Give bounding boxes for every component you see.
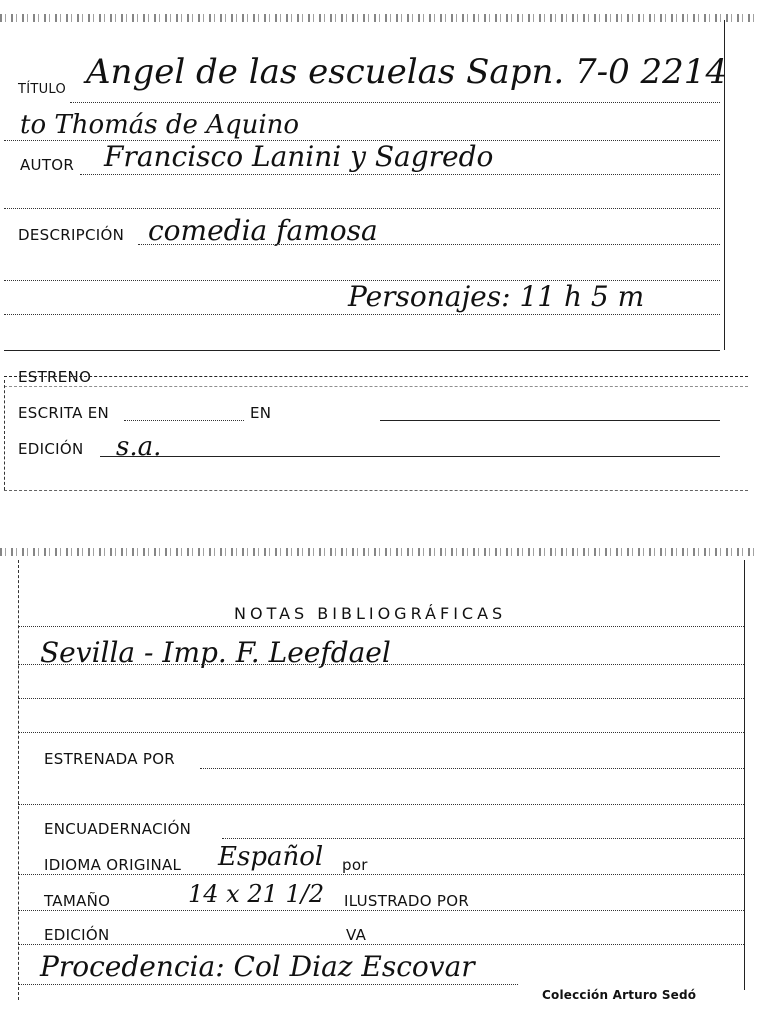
va-label: VA [346,926,367,944]
titulo-value-2: to Thomás de Aquino [20,110,300,140]
ilustrado-label: ILUSTRADO POR [344,892,470,910]
autor-value: Francisco Lanini y Sagredo [104,140,494,173]
edicion2-line [18,944,744,945]
edicion-value: s.a. [116,432,162,462]
por-label: por [342,856,368,874]
idioma-value: Español [218,842,324,872]
autor-label: AUTOR [20,156,75,174]
notas-title: NOTAS BIBLIOGRÁFICAS [234,604,507,623]
card-left-edge [4,380,5,490]
notas-line-1 [18,626,744,627]
autor-line [80,174,720,175]
procedencia-value: Procedencia: Col Diaz Escovar [40,950,475,983]
estreno-line [4,376,748,377]
edicion2-label: EDICIÓN [44,926,110,944]
estrenada-label: ESTRENADA POR [44,750,176,768]
idioma-line [18,874,744,875]
tamano-label: TAMAÑO [44,892,111,910]
blank-line-1 [4,208,720,209]
escrita-line [124,420,244,421]
encuadernacion-label: ENCUADERNACIÓN [44,820,192,838]
tamano-value: 14 x 21 1/2 [188,880,325,908]
descripcion-line [138,244,720,245]
card2-right-border [744,560,745,990]
titulo-label: TÍTULO [18,82,67,97]
notas-value: Sevilla - Imp. F. Leefdael [40,636,391,669]
coleccion-label: Colección Arturo Sedó [542,988,697,1002]
encuadernacion-line [222,838,744,839]
estreno-label: ESTRENO [18,368,92,386]
tamano-line [18,910,744,911]
procedencia-line [18,984,518,985]
personajes-value: Personajes: 11 h 5 m [348,280,645,313]
descripcion-label: DESCRIPCIÓN [18,226,125,244]
en-label: EN [250,404,272,422]
notas-line-2 [18,664,744,665]
edicion-line [100,456,720,457]
personajes-line [4,314,720,315]
descripcion-value: comedia famosa [148,214,378,247]
scan-edge-middle [0,548,759,556]
titulo-line [70,102,720,103]
escrita-label: ESCRITA EN [18,404,110,422]
idioma-label: IDIOMA ORIGINAL [44,856,182,874]
blank-line-3 [18,804,744,805]
scan-edge-top [0,14,759,22]
notas-line-4 [18,732,744,733]
divider-line [4,350,720,351]
estrenada-line [200,768,744,769]
card-bottom-edge [4,490,748,491]
catalog-card-bottom [0,540,759,1028]
estreno-line-2 [4,386,748,387]
en-line [380,420,720,421]
catalog-card-top [0,0,759,500]
titulo-value: Angel de las escuelas Sapn. 7-0 2214 [86,52,728,92]
edicion-label: EDICIÓN [18,440,84,458]
notas-line-3 [18,698,744,699]
